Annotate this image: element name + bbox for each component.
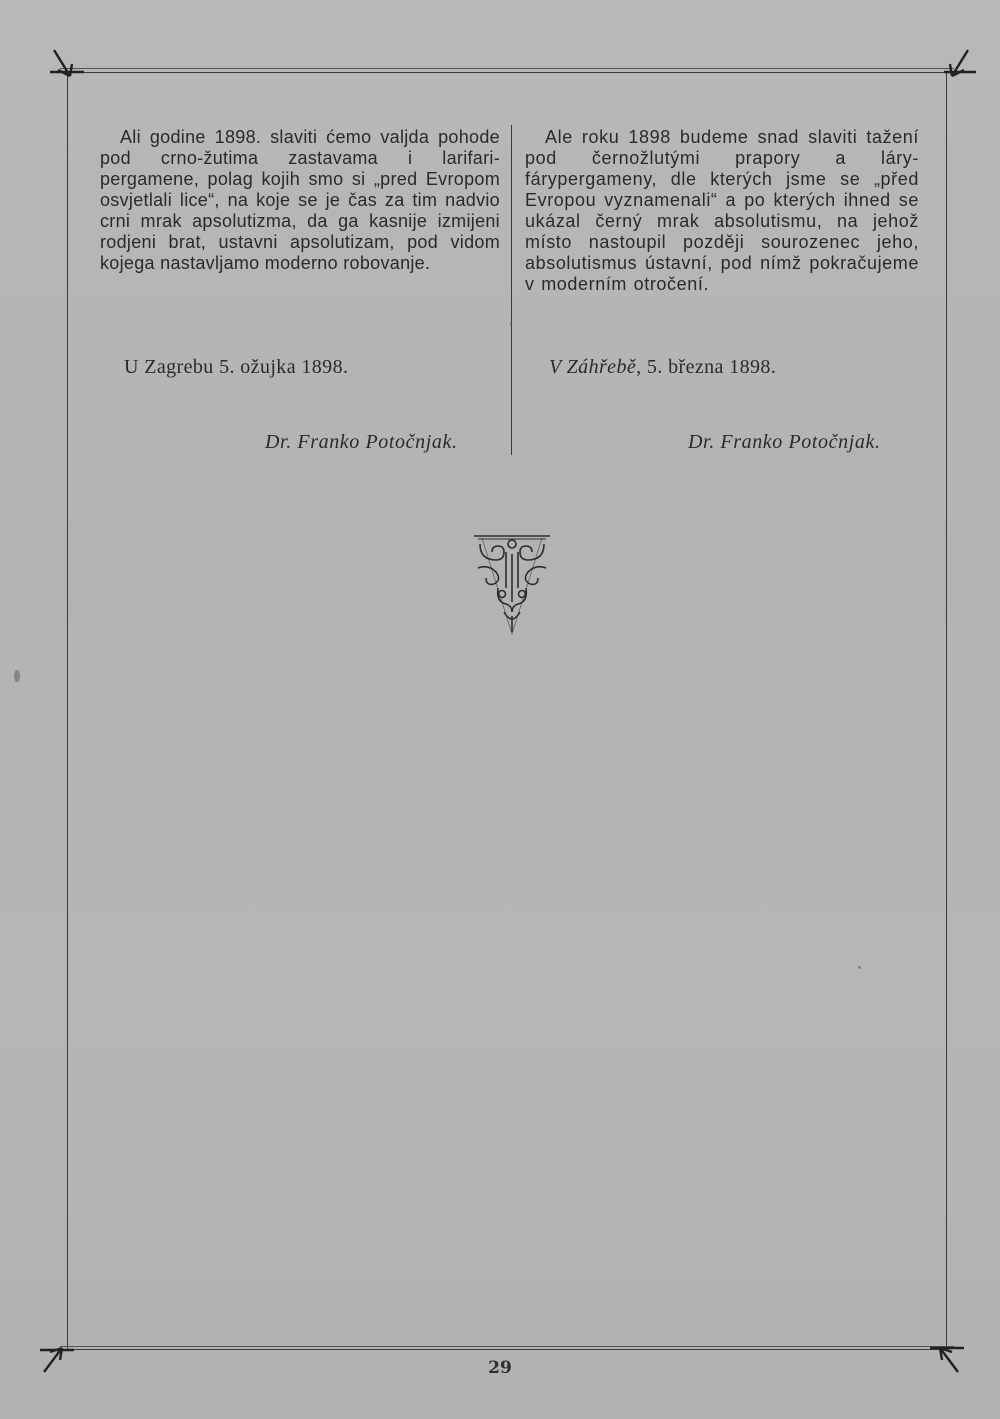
- page-number: 29: [488, 1358, 512, 1378]
- print-speck: [510, 322, 512, 326]
- left-paragraph: Ali godine 1898. slaviti ćemo valjda pohode pod crno-žutima zastavama i larifari-pergamene, polag kojih smo si „pred Evropom osvjetlali lice“, na koje se je čas za tim nadvio crni mrak apsolutizma, da ga kasnije izmijeni rodjeni brat, ustavni apsolutizam, pod vidom kojega nastavljamo moderno robovanje.: [100, 127, 500, 273]
- print-speck: [14, 670, 20, 682]
- left-column: [100, 127, 500, 274]
- left-signature: Dr. Franko Potočnjak.: [265, 431, 458, 453]
- right-column: [525, 127, 919, 295]
- right-paragraph: Ale roku 1898 budeme snad slaviti tažení pod černožlutými prapory a láry-fárypergameny, dle kterých jsme se „před Evropou vyznamenali“ a po kterých ihned se ukázal černý mrak absolutismu, na jehož místo nastoupil později sourozenec jeho, absolutismus ústavní, pod nímž pokračujeme v moderním otročení.: [525, 127, 919, 294]
- corner-arrow-icon: [938, 46, 978, 86]
- right-date-rest: , 5. března 1898.: [636, 356, 777, 378]
- frame-top-rule: [60, 68, 954, 69]
- left-date: U Zagrebu 5. ožujka 1898.: [124, 356, 349, 378]
- scroll-ornament-icon: [470, 530, 554, 636]
- frame-bottom-rule: [60, 1346, 954, 1347]
- right-date: [549, 356, 776, 379]
- right-signature: Dr. Franko Potočnjak.: [688, 431, 881, 453]
- print-speck: [858, 966, 861, 969]
- corner-arrow-icon: [48, 46, 88, 86]
- column-divider: [511, 125, 512, 455]
- right-date-place: V Záhřebě: [549, 356, 637, 378]
